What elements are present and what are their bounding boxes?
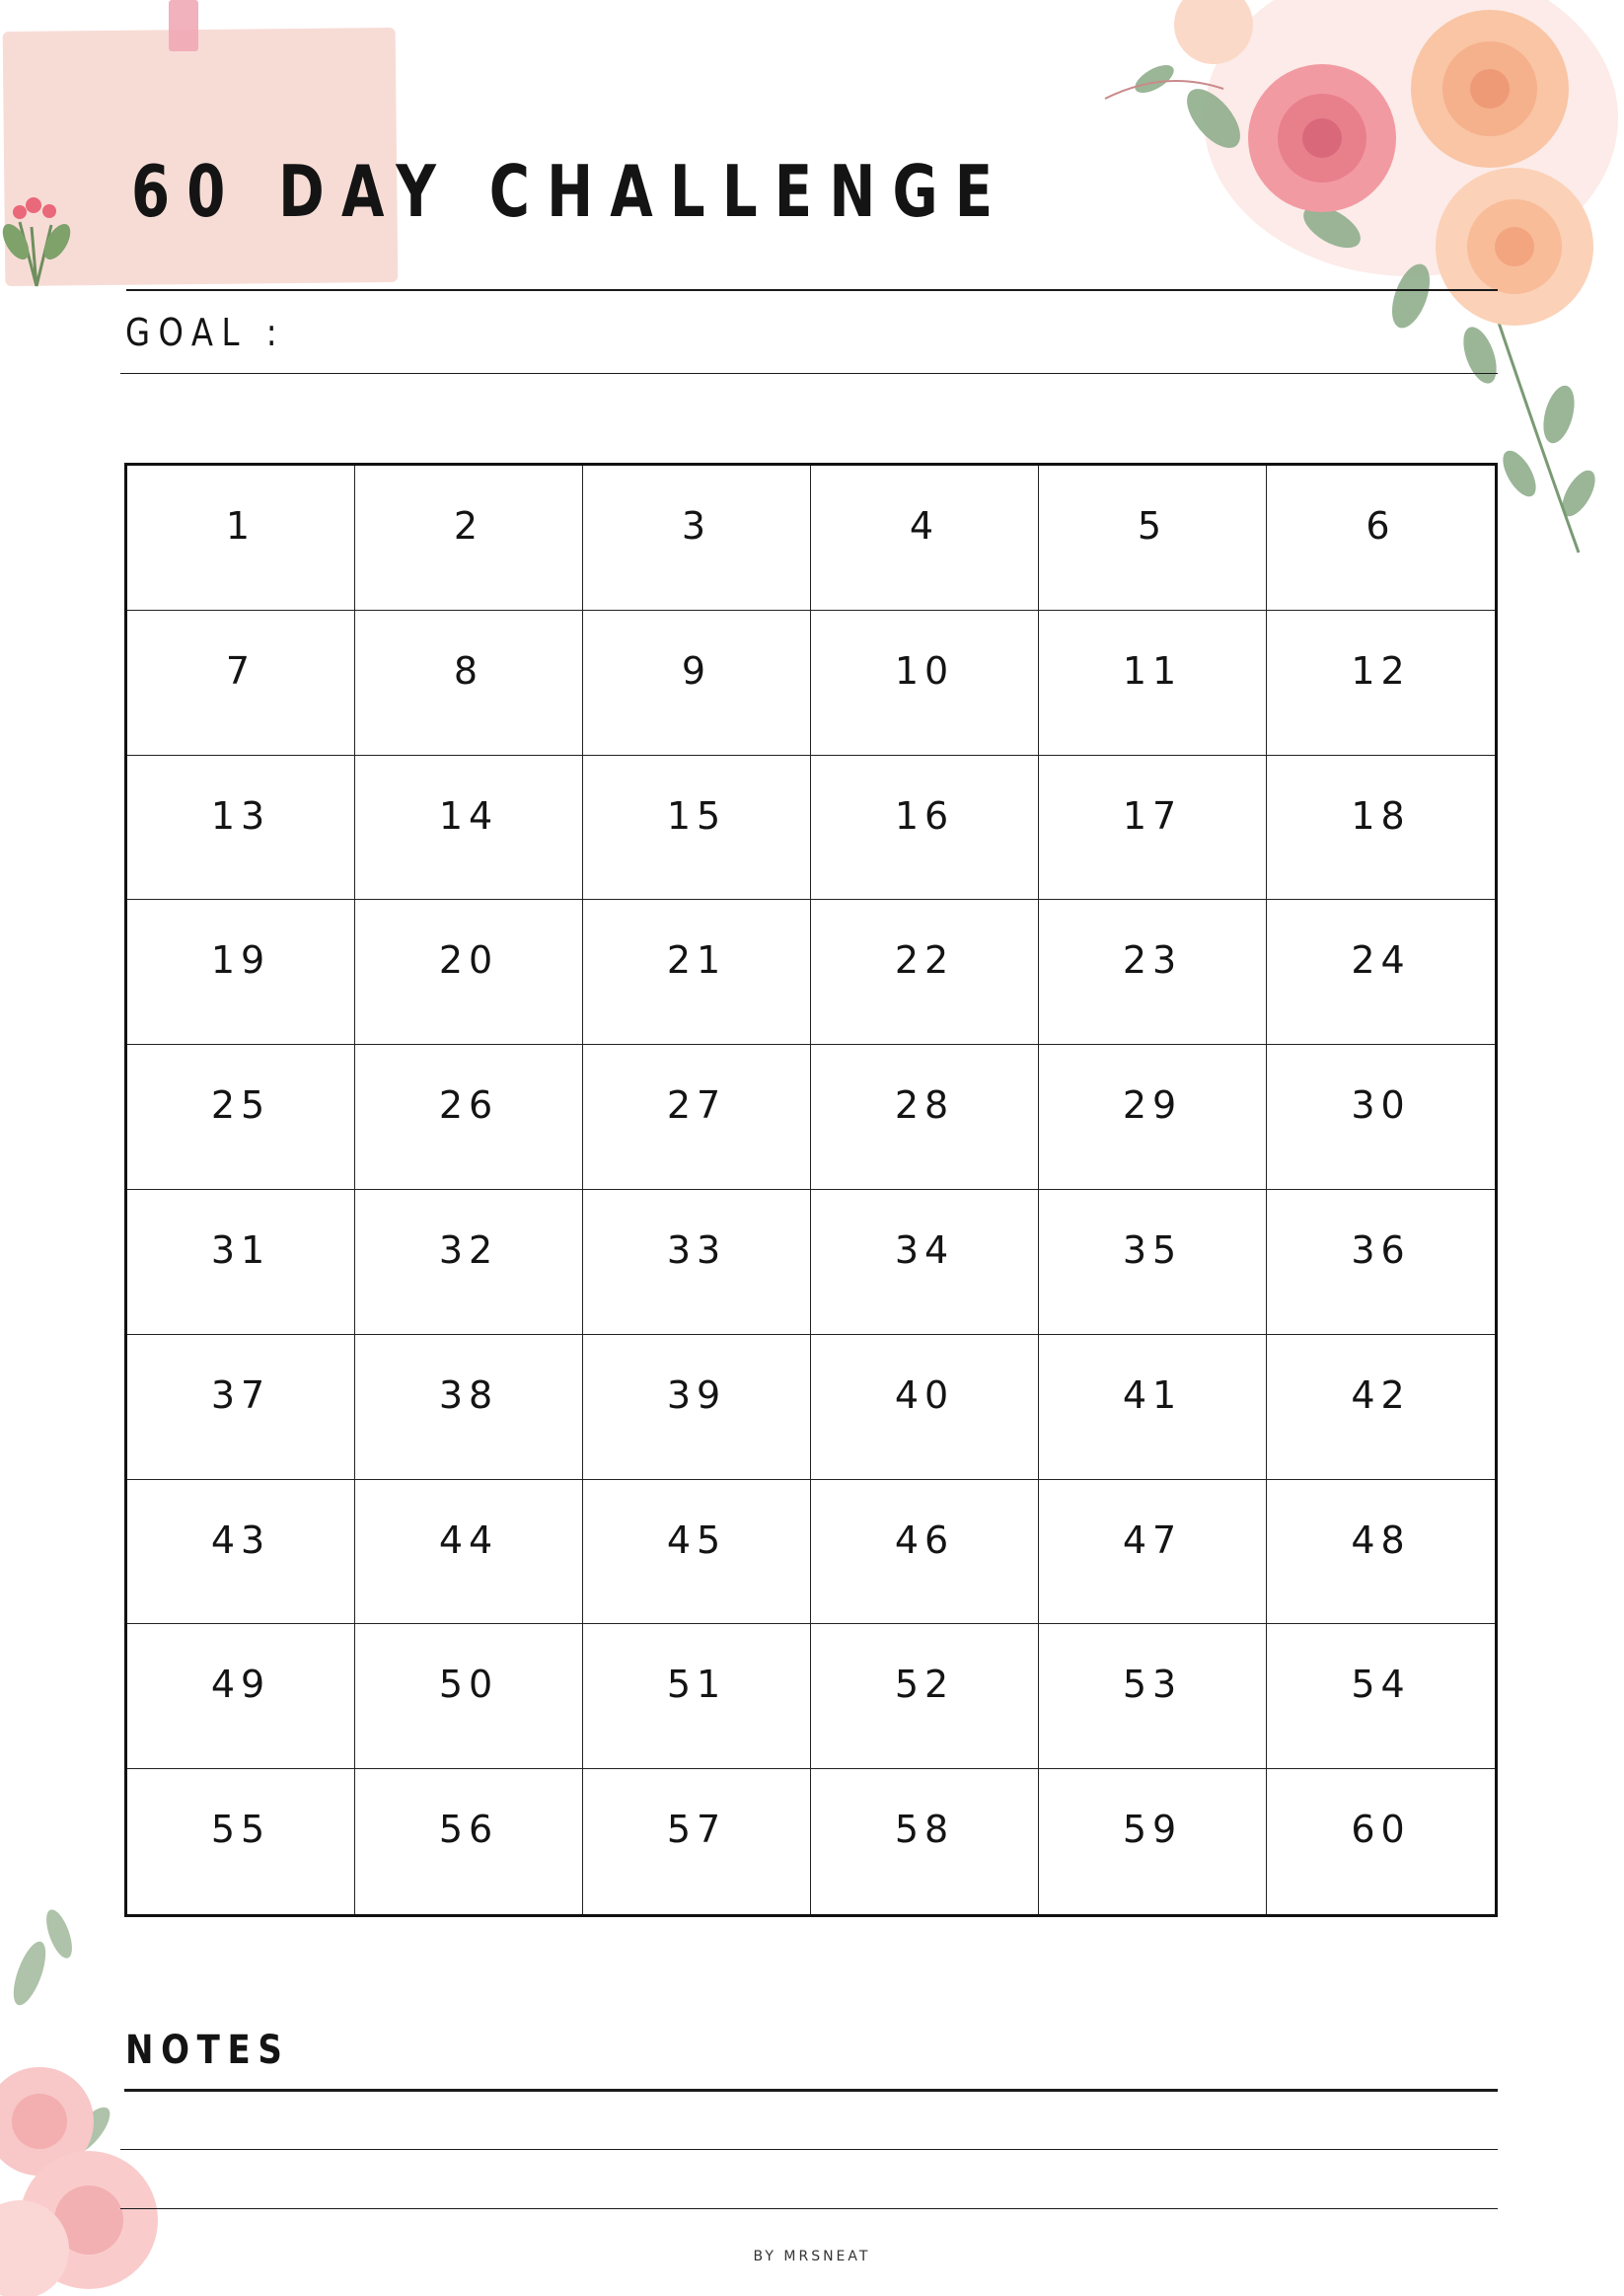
day-number: 38 — [438, 1372, 499, 1417]
day-number: 55 — [210, 1808, 271, 1852]
small-bouquet-illustration — [2, 168, 71, 291]
day-cell[interactable] — [811, 756, 1039, 901]
day-number: 45 — [666, 1518, 727, 1562]
day-cell[interactable] — [583, 466, 811, 611]
day-cell[interactable] — [811, 1480, 1039, 1625]
day-cell[interactable] — [355, 1190, 583, 1335]
day-cell[interactable] — [1267, 1769, 1495, 1914]
day-cell[interactable] — [1267, 1045, 1495, 1190]
day-number: 58 — [894, 1808, 955, 1852]
page-title: 60 DAY CHALLENGE — [131, 150, 1010, 233]
day-cell[interactable] — [355, 1335, 583, 1480]
day-number: 14 — [438, 793, 499, 838]
day-number: 47 — [1122, 1518, 1183, 1562]
day-number: 34 — [894, 1228, 955, 1272]
day-cell[interactable] — [127, 1769, 355, 1914]
day-number: 10 — [894, 648, 955, 693]
day-number: 12 — [1351, 648, 1411, 693]
notes-line-2[interactable] — [120, 2149, 1498, 2150]
washi-tape — [169, 0, 198, 51]
day-number: 42 — [1351, 1372, 1411, 1417]
day-cell[interactable] — [355, 611, 583, 756]
day-cell[interactable] — [1039, 466, 1267, 611]
day-number: 35 — [1122, 1228, 1183, 1272]
rose-cluster-bottom-left — [0, 1894, 217, 2296]
day-number: 44 — [438, 1518, 499, 1562]
day-cell[interactable] — [355, 466, 583, 611]
day-number: 16 — [894, 793, 955, 838]
day-number: 51 — [666, 1663, 727, 1707]
day-number: 1 — [225, 504, 257, 548]
day-number: 43 — [210, 1518, 271, 1562]
day-cell[interactable] — [811, 1769, 1039, 1914]
footer-credit: BY MRSNEAT — [753, 2249, 871, 2264]
day-cell[interactable] — [1267, 466, 1495, 611]
day-number: 32 — [438, 1228, 499, 1272]
day-cell[interactable] — [583, 611, 811, 756]
day-cell[interactable] — [811, 1335, 1039, 1480]
day-cell[interactable] — [583, 900, 811, 1045]
day-cell[interactable] — [127, 1624, 355, 1769]
day-number: 48 — [1351, 1518, 1411, 1562]
day-cell[interactable] — [583, 1624, 811, 1769]
day-number: 5 — [1137, 504, 1168, 548]
day-cell[interactable] — [811, 1190, 1039, 1335]
day-number: 15 — [666, 793, 727, 838]
day-cell[interactable] — [127, 611, 355, 756]
day-cell[interactable] — [1039, 1769, 1267, 1914]
day-cell[interactable] — [1039, 1480, 1267, 1625]
day-cell[interactable] — [1267, 1480, 1495, 1625]
day-cell[interactable] — [355, 756, 583, 901]
day-cell[interactable] — [355, 900, 583, 1045]
day-number: 22 — [894, 938, 955, 983]
day-number: 13 — [210, 793, 271, 838]
day-number: 30 — [1351, 1083, 1411, 1128]
day-cell[interactable] — [355, 1480, 583, 1625]
day-cell[interactable] — [811, 1045, 1039, 1190]
notes-line-1[interactable] — [124, 2089, 1498, 2092]
day-number: 31 — [210, 1228, 271, 1272]
day-cell[interactable] — [1267, 1190, 1495, 1335]
day-number: 21 — [666, 938, 727, 983]
day-number: 59 — [1122, 1808, 1183, 1852]
day-number: 17 — [1122, 793, 1183, 838]
day-cell[interactable] — [1267, 900, 1495, 1045]
day-number: 4 — [909, 504, 940, 548]
day-cell[interactable] — [1267, 756, 1495, 901]
day-number: 28 — [894, 1083, 955, 1128]
day-number: 57 — [666, 1808, 727, 1852]
day-number: 60 — [1351, 1808, 1411, 1852]
notes-line-3[interactable] — [120, 2208, 1498, 2209]
day-cell[interactable] — [1039, 1335, 1267, 1480]
day-number: 37 — [210, 1372, 271, 1417]
day-cell[interactable] — [355, 1624, 583, 1769]
day-cell[interactable] — [1039, 1045, 1267, 1190]
day-number: 9 — [681, 648, 712, 693]
day-cell[interactable] — [1267, 611, 1495, 756]
notes-label: NOTES — [125, 2028, 290, 2073]
day-cell[interactable] — [811, 900, 1039, 1045]
day-cell[interactable] — [127, 1480, 355, 1625]
day-number: 56 — [438, 1808, 499, 1852]
day-number: 20 — [438, 938, 499, 983]
goal-line[interactable] — [120, 373, 1498, 374]
day-number: 49 — [210, 1663, 271, 1707]
day-number: 11 — [1122, 648, 1183, 693]
day-number: 33 — [666, 1228, 727, 1272]
day-number: 46 — [894, 1518, 955, 1562]
day-cell[interactable] — [127, 1190, 355, 1335]
day-cell[interactable] — [1267, 1624, 1495, 1769]
day-number: 52 — [894, 1663, 955, 1707]
day-grid — [124, 463, 1498, 1917]
day-number: 7 — [225, 648, 257, 693]
day-number: 39 — [666, 1372, 727, 1417]
day-cell[interactable] — [355, 1045, 583, 1190]
day-cell[interactable] — [811, 1624, 1039, 1769]
day-cell[interactable] — [583, 756, 811, 901]
day-number: 8 — [453, 648, 484, 693]
day-number: 18 — [1351, 793, 1411, 838]
day-cell[interactable] — [127, 756, 355, 901]
day-number: 23 — [1122, 938, 1183, 983]
day-cell[interactable] — [583, 1190, 811, 1335]
day-number: 41 — [1122, 1372, 1183, 1417]
day-cell[interactable] — [1039, 611, 1267, 756]
day-number: 53 — [1122, 1663, 1183, 1707]
day-number: 36 — [1351, 1228, 1411, 1272]
goal-label: GOAL : — [125, 311, 286, 354]
day-number: 40 — [894, 1372, 955, 1417]
day-number: 19 — [210, 938, 271, 983]
day-number: 50 — [438, 1663, 499, 1707]
day-cell[interactable] — [1267, 1335, 1495, 1480]
day-number: 26 — [438, 1083, 499, 1128]
day-cell[interactable] — [583, 1045, 811, 1190]
day-cell[interactable] — [1039, 756, 1267, 901]
day-cell[interactable] — [127, 900, 355, 1045]
title-underline — [126, 289, 1498, 291]
day-number: 27 — [666, 1083, 727, 1128]
day-cell[interactable] — [127, 1045, 355, 1190]
day-cell[interactable] — [127, 1335, 355, 1480]
day-cell[interactable] — [355, 1769, 583, 1914]
day-number: 29 — [1122, 1083, 1183, 1128]
day-number: 25 — [210, 1083, 271, 1128]
day-cell[interactable] — [1039, 900, 1267, 1045]
day-number: 24 — [1351, 938, 1411, 983]
day-cell[interactable] — [583, 1335, 811, 1480]
day-cell[interactable] — [583, 1480, 811, 1625]
day-cell[interactable] — [811, 466, 1039, 611]
day-number: 6 — [1366, 504, 1396, 548]
day-number: 54 — [1351, 1663, 1411, 1707]
day-number: 2 — [453, 504, 484, 548]
day-cell[interactable] — [811, 611, 1039, 756]
day-cell[interactable] — [1039, 1190, 1267, 1335]
day-number: 3 — [681, 504, 712, 548]
day-cell[interactable] — [1039, 1624, 1267, 1769]
day-cell[interactable] — [127, 466, 355, 611]
day-cell[interactable] — [583, 1769, 811, 1914]
